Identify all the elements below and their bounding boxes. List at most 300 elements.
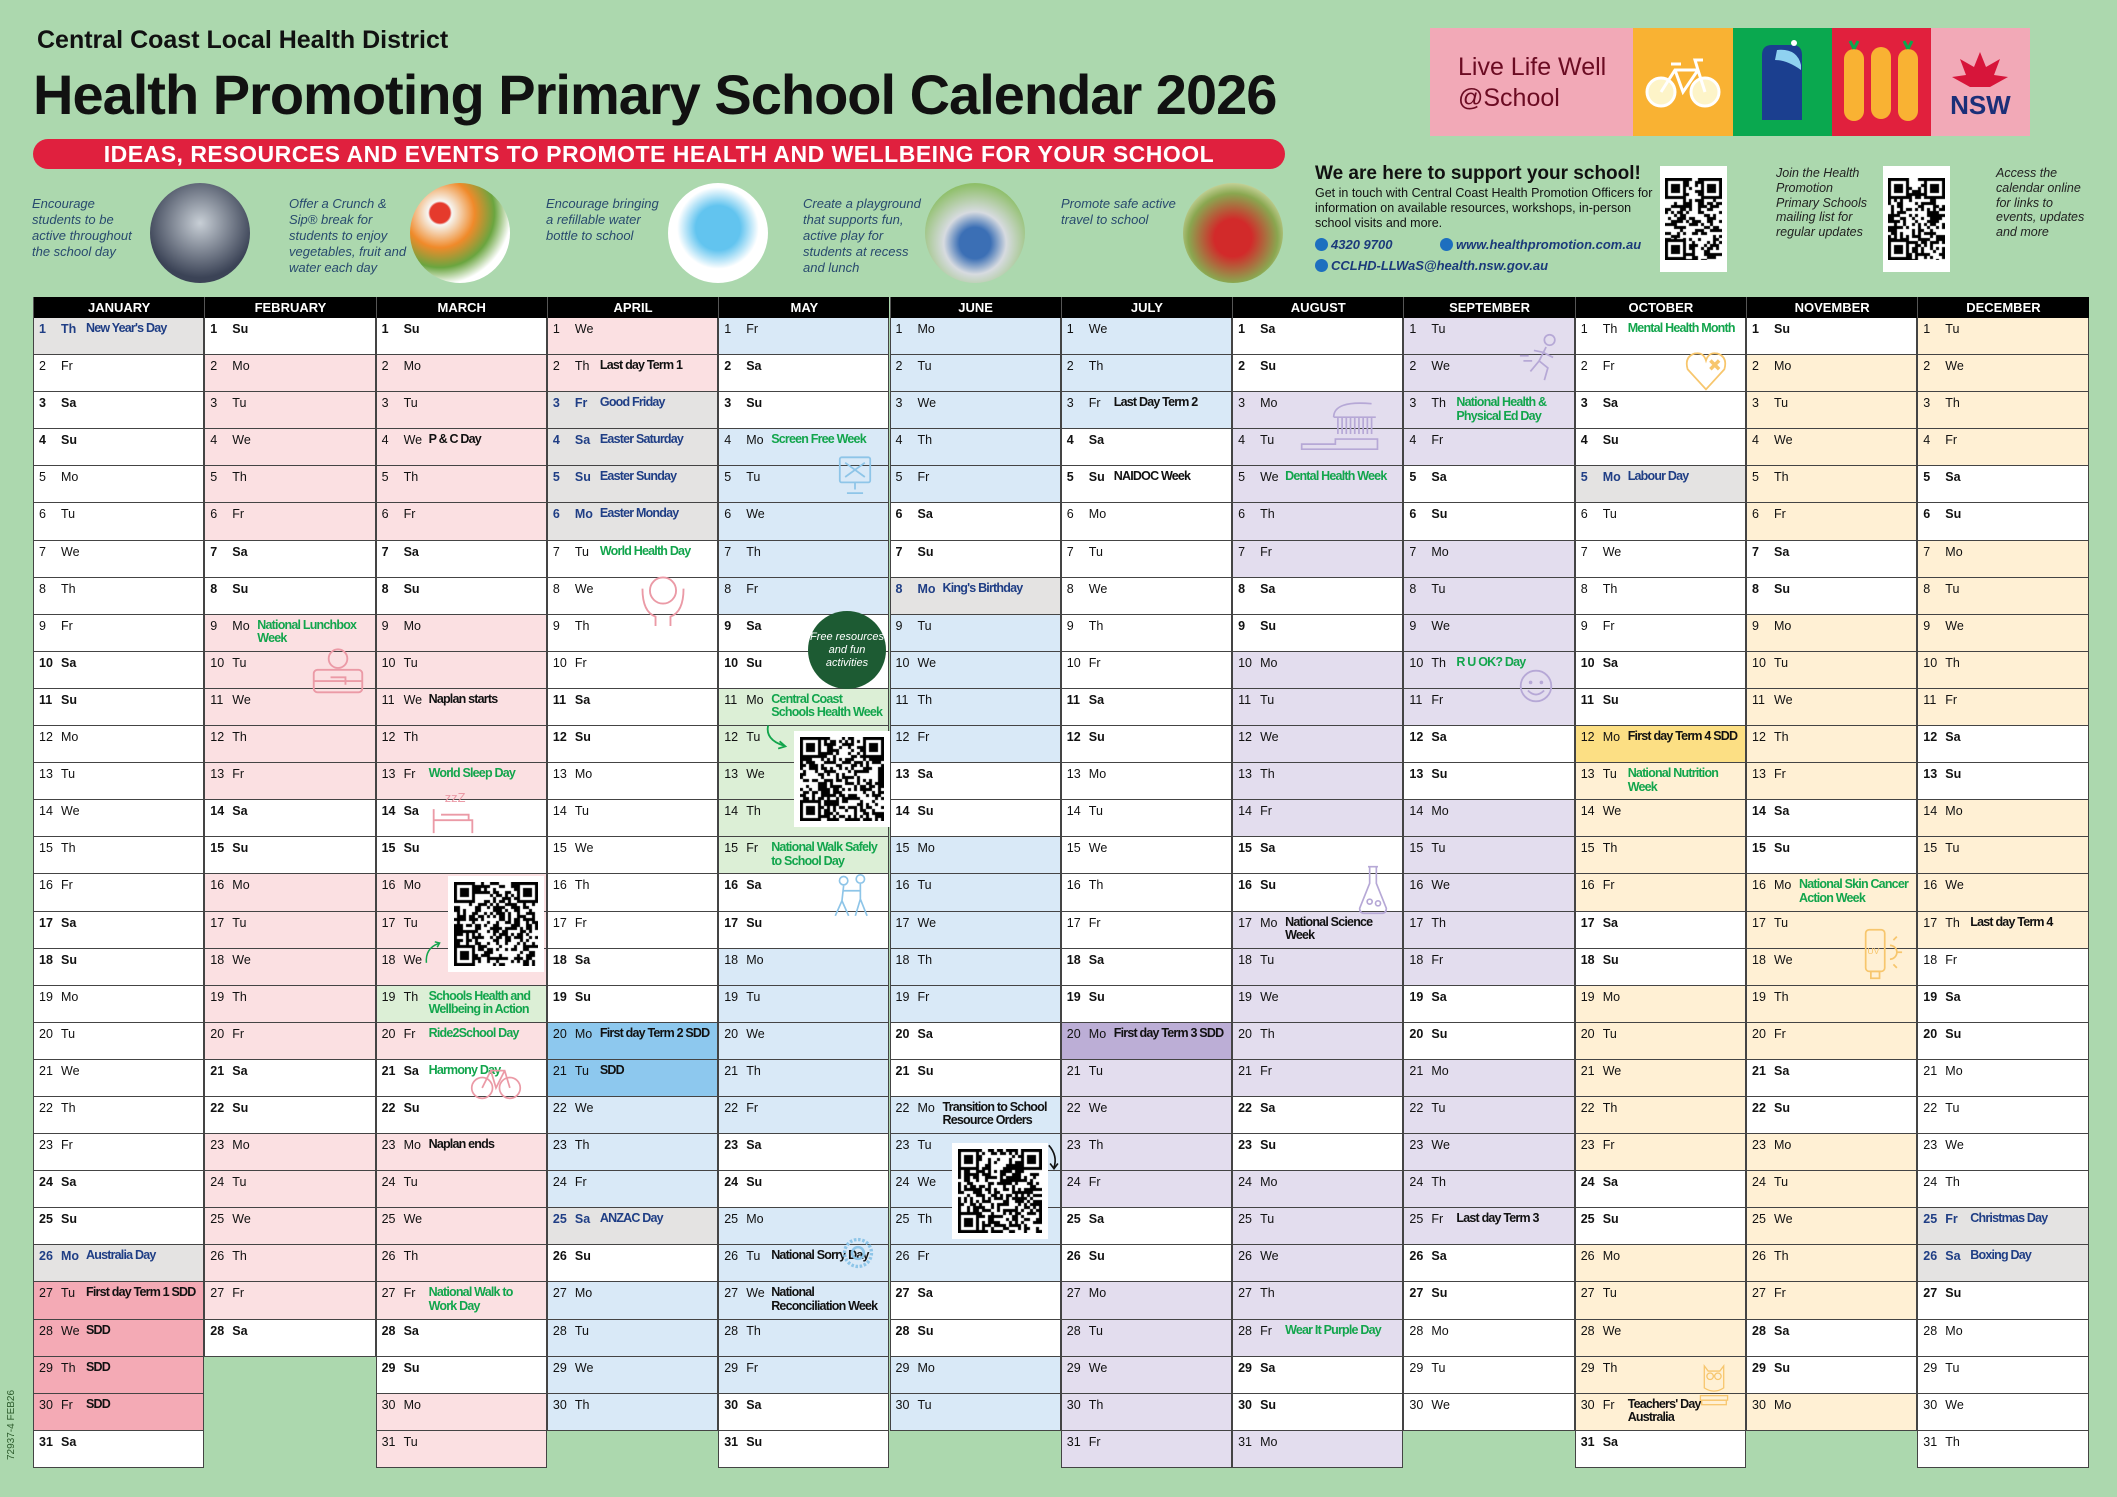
- calendar-day[interactable]: [1403, 429, 1574, 466]
- calendar-day[interactable]: [1061, 652, 1232, 689]
- calendar-day[interactable]: [1575, 355, 1746, 392]
- calendar-day[interactable]: [1746, 429, 1917, 466]
- calendar-day[interactable]: [376, 1320, 547, 1357]
- calendar-day[interactable]: [204, 949, 375, 986]
- calendar-day[interactable]: [1917, 541, 2088, 578]
- calendar-day[interactable]: [890, 1245, 1061, 1282]
- calendar-day[interactable]: [1575, 466, 1746, 503]
- calendar-day[interactable]: [204, 392, 375, 429]
- calendar-day[interactable]: [718, 1245, 889, 1282]
- calendar-day[interactable]: [204, 318, 375, 355]
- calendar-day[interactable]: [1746, 689, 1917, 726]
- calendar-day[interactable]: [1917, 578, 2088, 615]
- calendar-day[interactable]: [1403, 1060, 1574, 1097]
- calendar-day[interactable]: [1061, 318, 1232, 355]
- calendar-day[interactable]: [33, 1320, 204, 1357]
- calendar-day[interactable]: [376, 1394, 547, 1431]
- calendar-day[interactable]: [1403, 1245, 1574, 1282]
- calendar-day[interactable]: [376, 986, 547, 1023]
- calendar-day[interactable]: [1746, 652, 1917, 689]
- calendar-day[interactable]: [376, 429, 547, 466]
- calendar-day[interactable]: [376, 541, 547, 578]
- calendar-day[interactable]: [204, 429, 375, 466]
- calendar-day[interactable]: [1917, 949, 2088, 986]
- calendar-day[interactable]: [376, 1245, 547, 1282]
- calendar-day[interactable]: [204, 541, 375, 578]
- calendar-day[interactable]: [718, 355, 889, 392]
- calendar-day[interactable]: [890, 355, 1061, 392]
- calendar-day[interactable]: [1917, 1357, 2088, 1394]
- calendar-day[interactable]: [1746, 1060, 1917, 1097]
- calendar-day[interactable]: [1403, 1282, 1574, 1319]
- calendar-day[interactable]: [33, 1097, 204, 1134]
- calendar-day[interactable]: [33, 1208, 204, 1245]
- calendar-day[interactable]: [718, 1171, 889, 1208]
- website-contact[interactable]: [1440, 237, 1641, 252]
- calendar-day[interactable]: [33, 1282, 204, 1319]
- calendar-day[interactable]: [718, 466, 889, 503]
- calendar-day[interactable]: [718, 578, 889, 615]
- calendar-day[interactable]: [718, 1394, 889, 1431]
- calendar-day[interactable]: [33, 1431, 204, 1468]
- calendar-day[interactable]: [1917, 1431, 2088, 1468]
- calendar-day[interactable]: [33, 466, 204, 503]
- calendar-day[interactable]: [376, 318, 547, 355]
- calendar-day[interactable]: [204, 689, 375, 726]
- calendar-day[interactable]: [204, 578, 375, 615]
- calendar-day[interactable]: [1061, 1357, 1232, 1394]
- calendar-day[interactable]: [1232, 1171, 1403, 1208]
- calendar-day[interactable]: [376, 763, 547, 800]
- calendar-day[interactable]: [1917, 1023, 2088, 1060]
- calendar-day[interactable]: [547, 652, 718, 689]
- calendar-day[interactable]: [33, 578, 204, 615]
- email-link[interactable]: CCLHD-LLWaS@health.nsw.gov.au: [1331, 258, 1549, 273]
- calendar-day[interactable]: [204, 763, 375, 800]
- calendar-day[interactable]: [1917, 689, 2088, 726]
- calendar-day[interactable]: [1232, 318, 1403, 355]
- calendar-online-qr-code[interactable]: [1883, 166, 1950, 272]
- calendar-day[interactable]: [1575, 837, 1746, 874]
- calendar-day[interactable]: [204, 874, 375, 911]
- calendar-day[interactable]: [1403, 912, 1574, 949]
- calendar-day[interactable]: [718, 949, 889, 986]
- calendar-day[interactable]: [376, 355, 547, 392]
- calendar-day[interactable]: [718, 429, 889, 466]
- calendar-day[interactable]: [1061, 429, 1232, 466]
- calendar-day[interactable]: [1917, 652, 2088, 689]
- calendar-day[interactable]: [204, 1060, 375, 1097]
- calendar-day[interactable]: [1575, 429, 1746, 466]
- calendar-day[interactable]: [1061, 1060, 1232, 1097]
- calendar-day[interactable]: [1575, 1320, 1746, 1357]
- calendar-day[interactable]: [547, 1171, 718, 1208]
- calendar-day[interactable]: [890, 1023, 1061, 1060]
- calendar-day[interactable]: [547, 615, 718, 652]
- calendar-day[interactable]: [890, 578, 1061, 615]
- calendar-day[interactable]: [547, 912, 718, 949]
- schools-health-week-qr-code[interactable]: [794, 731, 890, 827]
- calendar-day[interactable]: [1917, 355, 2088, 392]
- calendar-day[interactable]: [1575, 1171, 1746, 1208]
- calendar-day[interactable]: [547, 1134, 718, 1171]
- calendar-day[interactable]: [1575, 1245, 1746, 1282]
- calendar-day[interactable]: [1917, 1245, 2088, 1282]
- calendar-day[interactable]: [1403, 392, 1574, 429]
- calendar-day[interactable]: [890, 763, 1061, 800]
- calendar-day[interactable]: [1575, 578, 1746, 615]
- calendar-day[interactable]: [1917, 318, 2088, 355]
- calendar-day[interactable]: [1061, 615, 1232, 652]
- calendar-day[interactable]: [1746, 874, 1917, 911]
- calendar-day[interactable]: [1403, 1357, 1574, 1394]
- calendar-day[interactable]: [547, 1282, 718, 1319]
- calendar-day[interactable]: [1403, 615, 1574, 652]
- calendar-day[interactable]: [547, 355, 718, 392]
- calendar-day[interactable]: [1232, 1060, 1403, 1097]
- calendar-day[interactable]: [1746, 763, 1917, 800]
- calendar-day[interactable]: [1575, 986, 1746, 1023]
- calendar-day[interactable]: [1917, 1394, 2088, 1431]
- calendar-day[interactable]: [33, 837, 204, 874]
- calendar-day[interactable]: [33, 1357, 204, 1394]
- calendar-day[interactable]: [1575, 652, 1746, 689]
- calendar-day[interactable]: [1061, 874, 1232, 911]
- calendar-day[interactable]: [376, 800, 547, 837]
- calendar-day[interactable]: [718, 1060, 889, 1097]
- calendar-day[interactable]: [547, 466, 718, 503]
- calendar-day[interactable]: [204, 615, 375, 652]
- calendar-day[interactable]: [1061, 466, 1232, 503]
- website-link[interactable]: www.healthpromotion.com.au: [1456, 237, 1642, 252]
- calendar-day[interactable]: [890, 503, 1061, 540]
- calendar-day[interactable]: [1746, 1208, 1917, 1245]
- calendar-day[interactable]: [1403, 949, 1574, 986]
- calendar-day[interactable]: [1232, 1023, 1403, 1060]
- calendar-day[interactable]: [1917, 763, 2088, 800]
- calendar-day[interactable]: [1575, 949, 1746, 986]
- calendar-day[interactable]: [1746, 912, 1917, 949]
- calendar-day[interactable]: [33, 429, 204, 466]
- calendar-day[interactable]: [1746, 1394, 1917, 1431]
- calendar-day[interactable]: [204, 912, 375, 949]
- calendar-day[interactable]: [890, 615, 1061, 652]
- calendar-day[interactable]: [1746, 355, 1917, 392]
- calendar-day[interactable]: [1575, 800, 1746, 837]
- transition-to-school-qr-code[interactable]: [952, 1143, 1048, 1239]
- calendar-day[interactable]: [1917, 1171, 2088, 1208]
- calendar-day[interactable]: [1232, 1208, 1403, 1245]
- mailing-list-qr-code[interactable]: [1660, 166, 1727, 272]
- calendar-day[interactable]: [1232, 837, 1403, 874]
- calendar-day[interactable]: [1232, 726, 1403, 763]
- calendar-day[interactable]: [1061, 1245, 1232, 1282]
- calendar-day[interactable]: [1575, 912, 1746, 949]
- calendar-day[interactable]: [1746, 1171, 1917, 1208]
- calendar-day[interactable]: [718, 1097, 889, 1134]
- calendar-day[interactable]: [1746, 541, 1917, 578]
- calendar-day[interactable]: [890, 837, 1061, 874]
- calendar-day[interactable]: [1575, 503, 1746, 540]
- calendar-day[interactable]: [1061, 1134, 1232, 1171]
- calendar-day[interactable]: [1575, 874, 1746, 911]
- calendar-day[interactable]: [1746, 1282, 1917, 1319]
- calendar-day[interactable]: [204, 1245, 375, 1282]
- calendar-day[interactable]: [890, 1097, 1061, 1134]
- calendar-day[interactable]: [1917, 912, 2088, 949]
- calendar-day[interactable]: [1232, 1394, 1403, 1431]
- calendar-day[interactable]: [376, 837, 547, 874]
- calendar-day[interactable]: [1403, 689, 1574, 726]
- calendar-day[interactable]: [1061, 800, 1232, 837]
- calendar-day[interactable]: [1232, 912, 1403, 949]
- calendar-day[interactable]: [718, 689, 889, 726]
- calendar-day[interactable]: [547, 1320, 718, 1357]
- calendar-day[interactable]: [1061, 689, 1232, 726]
- calendar-day[interactable]: [890, 541, 1061, 578]
- calendar-day[interactable]: [204, 1097, 375, 1134]
- calendar-day[interactable]: [1746, 318, 1917, 355]
- calendar-day[interactable]: [1403, 1208, 1574, 1245]
- calendar-day[interactable]: [1917, 1134, 2088, 1171]
- calendar-day[interactable]: [718, 874, 889, 911]
- calendar-day[interactable]: [1917, 1320, 2088, 1357]
- calendar-day[interactable]: [1746, 503, 1917, 540]
- calendar-day[interactable]: [1061, 1431, 1232, 1468]
- calendar-day[interactable]: [1917, 874, 2088, 911]
- calendar-day[interactable]: [204, 1208, 375, 1245]
- calendar-day[interactable]: [547, 429, 718, 466]
- schools-health-wellbeing-qr-code[interactable]: [448, 876, 544, 972]
- calendar-day[interactable]: [376, 726, 547, 763]
- calendar-day[interactable]: [1403, 1134, 1574, 1171]
- calendar-day[interactable]: [547, 800, 718, 837]
- calendar-day[interactable]: [890, 318, 1061, 355]
- calendar-day[interactable]: [376, 1282, 547, 1319]
- calendar-day[interactable]: [547, 1208, 718, 1245]
- calendar-day[interactable]: [547, 503, 718, 540]
- calendar-day[interactable]: [718, 1357, 889, 1394]
- calendar-day[interactable]: [1746, 986, 1917, 1023]
- calendar-day[interactable]: [1917, 726, 2088, 763]
- calendar-day[interactable]: [547, 986, 718, 1023]
- calendar-day[interactable]: [1061, 949, 1232, 986]
- calendar-day[interactable]: [1746, 837, 1917, 874]
- calendar-day[interactable]: [1575, 726, 1746, 763]
- calendar-day[interactable]: [1061, 541, 1232, 578]
- calendar-day[interactable]: [376, 1060, 547, 1097]
- calendar-day[interactable]: [1061, 986, 1232, 1023]
- calendar-day[interactable]: [1232, 986, 1403, 1023]
- calendar-day[interactable]: [33, 874, 204, 911]
- calendar-day[interactable]: [1575, 1134, 1746, 1171]
- calendar-day[interactable]: [1061, 763, 1232, 800]
- calendar-day[interactable]: [33, 763, 204, 800]
- calendar-day[interactable]: [1403, 1023, 1574, 1060]
- calendar-day[interactable]: [204, 1171, 375, 1208]
- calendar-day[interactable]: [890, 874, 1061, 911]
- calendar-day[interactable]: [1061, 1208, 1232, 1245]
- calendar-day[interactable]: [376, 578, 547, 615]
- calendar-day[interactable]: [890, 1394, 1061, 1431]
- calendar-day[interactable]: [718, 392, 889, 429]
- calendar-day[interactable]: [1403, 874, 1574, 911]
- calendar-day[interactable]: [547, 541, 718, 578]
- calendar-day[interactable]: [1746, 1097, 1917, 1134]
- calendar-day[interactable]: [1403, 1171, 1574, 1208]
- calendar-day[interactable]: [204, 837, 375, 874]
- calendar-day[interactable]: [1746, 1023, 1917, 1060]
- calendar-day[interactable]: [376, 1431, 547, 1468]
- calendar-day[interactable]: [1403, 986, 1574, 1023]
- calendar-day[interactable]: [718, 1023, 889, 1060]
- calendar-day[interactable]: [1232, 392, 1403, 429]
- calendar-day[interactable]: [1061, 1023, 1232, 1060]
- calendar-day[interactable]: [890, 1320, 1061, 1357]
- calendar-day[interactable]: [33, 1245, 204, 1282]
- calendar-day[interactable]: [33, 1023, 204, 1060]
- calendar-day[interactable]: [1232, 503, 1403, 540]
- calendar-day[interactable]: [547, 1357, 718, 1394]
- calendar-day[interactable]: [33, 949, 204, 986]
- calendar-day[interactable]: [718, 1208, 889, 1245]
- calendar-day[interactable]: [204, 1320, 375, 1357]
- calendar-day[interactable]: [1232, 615, 1403, 652]
- calendar-day[interactable]: [1061, 726, 1232, 763]
- calendar-day[interactable]: [33, 1134, 204, 1171]
- calendar-day[interactable]: [1403, 503, 1574, 540]
- calendar-day[interactable]: [1403, 1097, 1574, 1134]
- calendar-day[interactable]: [1232, 652, 1403, 689]
- phone-contact[interactable]: [1315, 237, 1392, 252]
- calendar-day[interactable]: [1061, 912, 1232, 949]
- calendar-day[interactable]: [547, 1394, 718, 1431]
- calendar-day[interactable]: [1403, 1394, 1574, 1431]
- calendar-day[interactable]: [890, 466, 1061, 503]
- calendar-day[interactable]: [1061, 1282, 1232, 1319]
- calendar-day[interactable]: [33, 392, 204, 429]
- calendar-day[interactable]: [1061, 503, 1232, 540]
- calendar-day[interactable]: [1232, 1282, 1403, 1319]
- calendar-day[interactable]: [1403, 318, 1574, 355]
- calendar-day[interactable]: [890, 1282, 1061, 1319]
- calendar-day[interactable]: [718, 912, 889, 949]
- calendar-day[interactable]: [1575, 318, 1746, 355]
- calendar-day[interactable]: [1232, 800, 1403, 837]
- calendar-day[interactable]: [376, 1208, 547, 1245]
- calendar-day[interactable]: [547, 837, 718, 874]
- calendar-day[interactable]: [204, 1282, 375, 1319]
- calendar-day[interactable]: [547, 392, 718, 429]
- calendar-day[interactable]: [33, 912, 204, 949]
- calendar-day[interactable]: [1746, 578, 1917, 615]
- calendar-day[interactable]: [1917, 466, 2088, 503]
- calendar-day[interactable]: [33, 652, 204, 689]
- calendar-day[interactable]: [1575, 1282, 1746, 1319]
- calendar-day[interactable]: [1746, 392, 1917, 429]
- calendar-day[interactable]: [376, 1171, 547, 1208]
- calendar-day[interactable]: [890, 949, 1061, 986]
- calendar-day[interactable]: [547, 874, 718, 911]
- calendar-day[interactable]: [1575, 615, 1746, 652]
- calendar-day[interactable]: [33, 986, 204, 1023]
- calendar-day[interactable]: [376, 392, 547, 429]
- calendar-day[interactable]: [1575, 689, 1746, 726]
- calendar-day[interactable]: [1403, 1320, 1574, 1357]
- calendar-day[interactable]: [1061, 837, 1232, 874]
- calendar-day[interactable]: [204, 1023, 375, 1060]
- calendar-day[interactable]: [33, 726, 204, 763]
- calendar-day[interactable]: [1232, 1431, 1403, 1468]
- calendar-day[interactable]: [718, 503, 889, 540]
- calendar-day[interactable]: [204, 1134, 375, 1171]
- calendar-day[interactable]: [1746, 615, 1917, 652]
- calendar-day[interactable]: [1917, 800, 2088, 837]
- calendar-day[interactable]: [718, 1282, 889, 1319]
- email-contact[interactable]: [1315, 258, 1548, 273]
- calendar-day[interactable]: [547, 1023, 718, 1060]
- calendar-day[interactable]: [1403, 837, 1574, 874]
- calendar-day[interactable]: [33, 615, 204, 652]
- calendar-day[interactable]: [204, 986, 375, 1023]
- calendar-day[interactable]: [1746, 1245, 1917, 1282]
- calendar-day[interactable]: [1232, 466, 1403, 503]
- calendar-day[interactable]: [890, 652, 1061, 689]
- calendar-day[interactable]: [890, 1060, 1061, 1097]
- calendar-day[interactable]: [1232, 355, 1403, 392]
- calendar-day[interactable]: [1575, 541, 1746, 578]
- calendar-day[interactable]: [890, 912, 1061, 949]
- calendar-day[interactable]: [1917, 429, 2088, 466]
- calendar-day[interactable]: [1232, 541, 1403, 578]
- calendar-day[interactable]: [1917, 1282, 2088, 1319]
- calendar-day[interactable]: [547, 1060, 718, 1097]
- calendar-day[interactable]: [33, 318, 204, 355]
- calendar-day[interactable]: [1232, 1320, 1403, 1357]
- calendar-day[interactable]: [1403, 541, 1574, 578]
- calendar-day[interactable]: [33, 1060, 204, 1097]
- calendar-day[interactable]: [1061, 355, 1232, 392]
- calendar-day[interactable]: [1746, 726, 1917, 763]
- calendar-day[interactable]: [1917, 1097, 2088, 1134]
- calendar-day[interactable]: [1575, 1431, 1746, 1468]
- calendar-day[interactable]: [547, 1245, 718, 1282]
- calendar-day[interactable]: [890, 726, 1061, 763]
- calendar-day[interactable]: [1232, 949, 1403, 986]
- calendar-day[interactable]: [376, 1357, 547, 1394]
- calendar-day[interactable]: [1403, 763, 1574, 800]
- calendar-day[interactable]: [33, 1394, 204, 1431]
- calendar-day[interactable]: [204, 466, 375, 503]
- phone-number[interactable]: 4320 9700: [1331, 237, 1393, 252]
- calendar-day[interactable]: [1403, 578, 1574, 615]
- calendar-day[interactable]: [1575, 1208, 1746, 1245]
- calendar-day[interactable]: [33, 503, 204, 540]
- calendar-day[interactable]: [376, 615, 547, 652]
- calendar-day[interactable]: [33, 689, 204, 726]
- calendar-day[interactable]: [1403, 355, 1574, 392]
- calendar-day[interactable]: [547, 689, 718, 726]
- calendar-day[interactable]: [547, 318, 718, 355]
- calendar-day[interactable]: [376, 652, 547, 689]
- calendar-day[interactable]: [890, 689, 1061, 726]
- calendar-day[interactable]: [1746, 1357, 1917, 1394]
- calendar-day[interactable]: [1746, 949, 1917, 986]
- calendar-day[interactable]: [376, 466, 547, 503]
- calendar-day[interactable]: [1575, 1023, 1746, 1060]
- calendar-day[interactable]: [1917, 986, 2088, 1023]
- calendar-day[interactable]: [204, 355, 375, 392]
